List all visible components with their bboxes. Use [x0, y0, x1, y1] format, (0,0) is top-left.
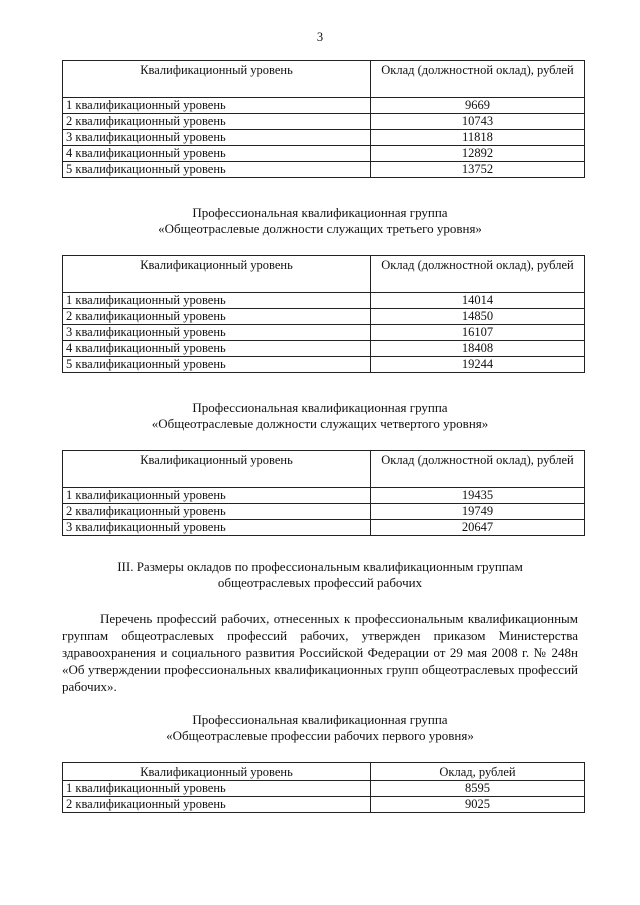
section-heading [0, 559, 640, 591]
header-salary: Оклад (должностной оклад), рублей [371, 256, 585, 293]
amount-cell: 19749 [371, 504, 585, 520]
table-row [63, 504, 585, 520]
amount-cell: 12892 [371, 146, 585, 162]
section-heading-line2: общеотраслевых профессий рабочих [217, 575, 423, 590]
table-row [63, 114, 585, 130]
level-cell: 1 квалификационный уровень [63, 488, 371, 504]
group-heading-line2: «Общеотраслевые должности служащих третьего уровня» [158, 221, 482, 236]
table-row [63, 325, 585, 341]
page-number: 3 [316, 30, 324, 44]
level-cell: 2 квалификационный уровень [63, 504, 371, 520]
section-heading-line1: III. Размеры окладов по профессиональным квалификационным группам [117, 559, 523, 574]
table-row [63, 781, 585, 797]
header-salary: Оклад (должностной оклад), рублей [371, 451, 585, 488]
level-cell: 1 квалификационный уровень [63, 781, 371, 797]
level-cell: 1 квалификационный уровень [63, 98, 371, 114]
table-row [63, 341, 585, 357]
table-header-row [63, 61, 585, 98]
level-cell: 4 квалификационный уровень [63, 341, 371, 357]
level-cell: 2 квалификационный уровень [63, 309, 371, 325]
table-row [63, 130, 585, 146]
amount-cell: 10743 [371, 114, 585, 130]
header-level: Квалификационный уровень [63, 256, 371, 293]
group-heading-line2: «Общеотраслевые должности служащих четвертого уровня» [151, 416, 489, 431]
level-cell: 3 квалификационный уровень [63, 325, 371, 341]
amount-cell: 20647 [371, 520, 585, 536]
table-row [63, 146, 585, 162]
level-cell: 5 квалификационный уровень [63, 162, 371, 178]
table-row [63, 520, 585, 536]
amount-cell: 8595 [371, 781, 585, 797]
body-paragraph: Перечень профессий рабочих, отнесенных к профессиональным квалификационным группам общеотраслевых профессий рабочих, утвержден приказом Министерства здравоохранения и социального развития Российской Федерации от 29 мая 2008 г. № 248н «Об утверждении профессиональных квалификационных групп общеотраслевых профессий рабочих». [62, 611, 578, 694]
table-row [63, 293, 585, 309]
salary-table-1 [62, 60, 585, 178]
amount-cell: 16107 [371, 325, 585, 341]
amount-cell: 19435 [371, 488, 585, 504]
level-cell: 1 квалификационный уровень [63, 293, 371, 309]
table-row [63, 309, 585, 325]
amount-cell: 9669 [371, 98, 585, 114]
group-heading-line1: Профессиональная квалификационная группа [192, 400, 448, 415]
amount-cell: 14850 [371, 309, 585, 325]
table-header-row [63, 451, 585, 488]
group-heading-3 [0, 400, 640, 432]
table-row [63, 488, 585, 504]
table-header-row [63, 763, 585, 781]
header-salary: Оклад, рублей [371, 763, 585, 781]
amount-cell: 13752 [371, 162, 585, 178]
table-row [63, 797, 585, 813]
salary-table-2 [62, 255, 585, 373]
amount-cell: 14014 [371, 293, 585, 309]
level-cell: 3 квалификационный уровень [63, 130, 371, 146]
amount-cell: 19244 [371, 357, 585, 373]
table-row [63, 162, 585, 178]
level-cell: 2 квалификационный уровень [63, 114, 371, 130]
level-cell: 3 квалификационный уровень [63, 520, 371, 536]
group-heading-line2: «Общеотраслевые профессии рабочих первого уровня» [166, 728, 474, 743]
level-cell: 2 квалификационный уровень [63, 797, 371, 813]
amount-cell: 18408 [371, 341, 585, 357]
group-heading-4 [0, 712, 640, 744]
salary-table-3 [62, 450, 585, 536]
salary-table-4 [62, 762, 585, 813]
table-row [63, 357, 585, 373]
group-heading-2 [0, 205, 640, 237]
table-row [63, 98, 585, 114]
amount-cell: 11818 [371, 130, 585, 146]
level-cell: 4 квалификационный уровень [63, 146, 371, 162]
group-heading-line1: Профессиональная квалификационная группа [192, 205, 448, 220]
group-heading-line1: Профессиональная квалификационная группа [192, 712, 448, 727]
header-salary: Оклад (должностной оклад), рублей [371, 61, 585, 98]
header-level: Квалификационный уровень [63, 451, 371, 488]
header-level: Квалификационный уровень [63, 61, 371, 98]
amount-cell: 9025 [371, 797, 585, 813]
level-cell: 5 квалификационный уровень [63, 357, 371, 373]
table-header-row [63, 256, 585, 293]
header-level: Квалификационный уровень [63, 763, 371, 781]
